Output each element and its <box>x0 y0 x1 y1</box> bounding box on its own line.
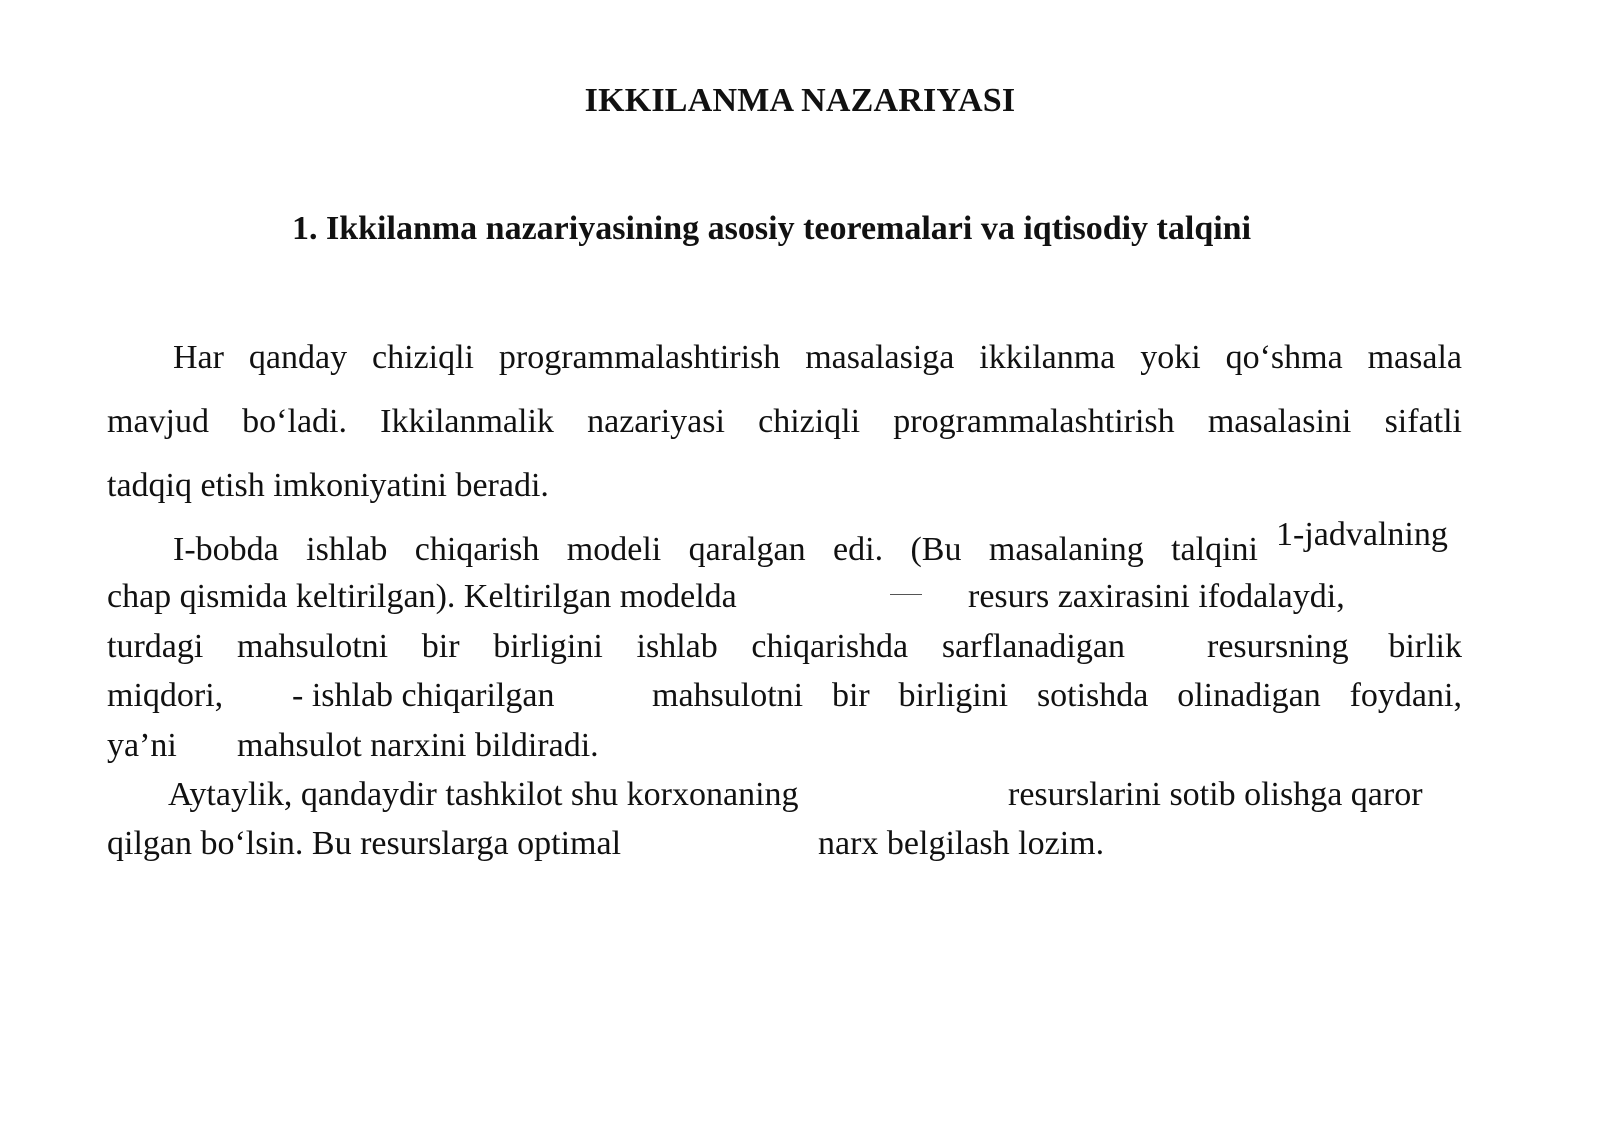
paragraph1-line2: mavjud bo‘ladi. Ikkilanmalik nazariyasi chiziqli programmalashtirish masalasini sifatli <box>107 403 1462 440</box>
paragraph2-line5-part1: ya’ni <box>107 727 177 764</box>
paragraph1-line1: Har qanday chiziqli programmalashtirish masalasiga ikkilanma yoki qo‘shma masala <box>173 339 1462 376</box>
paragraph2-line2-part1: chap qismida keltirilgan). Keltirilgan modelda <box>107 578 737 615</box>
paragraph2-line1-end: 1-jadvalning <box>1276 516 1448 553</box>
paragraph2-line4-part1: miqdori, <box>107 677 224 714</box>
paragraph2-line2-part2: resurs zaxirasini ifodalaydi, <box>968 578 1345 615</box>
overline-mark <box>890 594 922 595</box>
section-heading: 1. Ikkilanma nazariyasining asosiy teoremalari va iqtisodiy talqini <box>292 210 1252 247</box>
paragraph1-line3: tadqiq etish imkoniyatini beradi. <box>107 467 549 504</box>
paragraph2-line4-part3: mahsulotni bir birligini sotishda olinadigan foydani, <box>652 677 1462 714</box>
paragraph3-line1-part2: resurslarini sotib olishga qaror <box>1008 776 1423 813</box>
paragraph2-line3-part2: resursning birlik <box>1207 628 1462 665</box>
paragraph2-line5-part2: mahsulot narxini bildiradi. <box>237 727 599 764</box>
paragraph3-line1-part1: Aytaylik, qandaydir tashkilot shu korxonaning <box>168 776 799 813</box>
paragraph3-line2-part1: qilgan bo‘lsin. Bu resurslarga optimal <box>107 825 622 862</box>
paragraph2-line1: I-bobda ishlab chiqarish modeli qaralgan edi. (Bu masalaning talqini <box>173 531 1258 568</box>
paragraph3-line2-part2: narx belgilash lozim. <box>818 825 1105 862</box>
paragraph2-line3-part1: turdagi mahsulotni bir birligini ishlab chiqarishda sarflanadigan <box>107 628 1125 665</box>
paragraph2-line4-part2: - ishlab chiqarilgan <box>292 677 555 714</box>
document-title: IKKILANMA NAZARIYASI <box>584 82 1016 119</box>
